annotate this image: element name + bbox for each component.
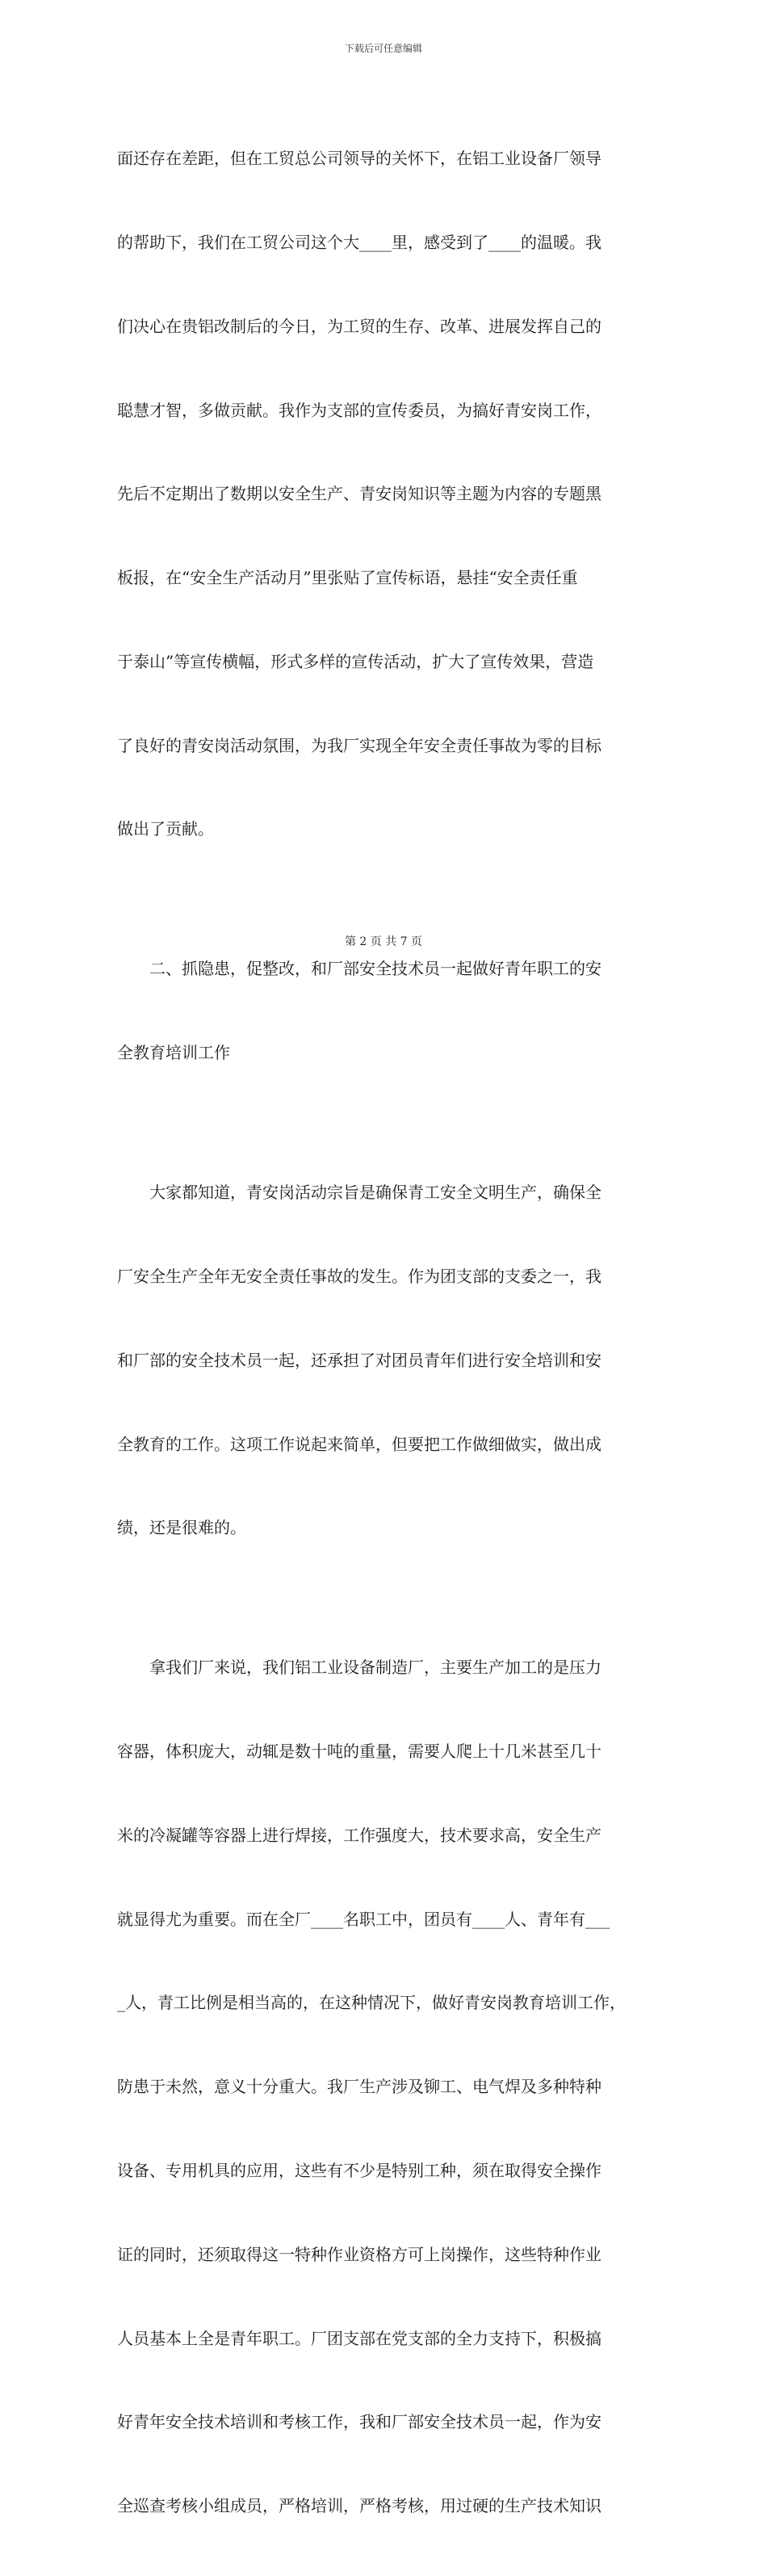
text-line: 面还存在差距，但在工贸总公司领导的关怀下，在铝工业设备厂领导 bbox=[117, 149, 601, 169]
text-line: 设备、专用机具的应用，这些有不少是特别工种，须在取得安全操作 bbox=[117, 2160, 601, 2180]
document-body bbox=[117, 89, 656, 2576]
text-line: 防患于未然，意义十分重大。我厂生产涉及铆工、电气焊及多种特种 bbox=[117, 2077, 601, 2097]
paragraph-4 bbox=[117, 1598, 656, 2576]
text-line: 全巡查考核小组成员，严格培训，严格考核，用过硬的生产技术知识 bbox=[117, 2496, 601, 2516]
text-line: 的帮助下，我们在工贸公司这个大____里，感受到了____的温暖。我 bbox=[117, 232, 601, 252]
paragraph-1 bbox=[117, 89, 656, 899]
text-line: _人，青工比例是相当高的，在这种情况下，做好青安岗教育培训工作， bbox=[117, 1993, 626, 2013]
text-line: 于泰山”等宣传横幅，形式多样的宣传活动，扩大了宣传效果，营造 bbox=[117, 651, 594, 671]
text-line: 们决心在贵铝改制后的今日，为工贸的生存、改革、进展发挥自己的 bbox=[117, 316, 601, 336]
text-line: 和厂部的安全技术员一起，还承担了对团员青年们进行安全培训和安 bbox=[117, 1350, 601, 1370]
text-line: 厂安全生产全年无安全责任事故的发生。作为团支部的支委之一，我 bbox=[117, 1266, 601, 1286]
page-number-footer: 第 2 页 共 7 页 bbox=[344, 935, 423, 948]
section-heading-2 bbox=[117, 899, 656, 1123]
text-line: 拿我们厂来说，我们铝工业设备制造厂，主要生产加工的是压力 bbox=[117, 1658, 601, 1678]
text-line: 全教育的工作。这项工作说起来简单，但要把工作做细做实，做出成 bbox=[117, 1434, 601, 1454]
text-line: 了良好的青安岗活动氛围，为我厂实现全年安全责任事故为零的目标 bbox=[117, 735, 601, 755]
text-line: 人员基本上全是青年职工。厂团支部在党支部的全力支持下，积极搞 bbox=[117, 2328, 601, 2348]
text-line: 二、抓隐患，促整改，和厂部安全技术员一起做好青年职工的安 bbox=[117, 959, 601, 979]
text-line: 容器，体积庞大，动辄是数十吨的重量，需要人爬上十几米甚至几十 bbox=[117, 1742, 601, 1762]
text-line: 证的同时，还须取得这一特种作业资格方可上岗操作，这些特种作业 bbox=[117, 2244, 601, 2264]
text-line: 好青年安全技术培训和考核工作，我和厂部安全技术员一起，作为安 bbox=[117, 2412, 601, 2432]
text-line: 聪慧才智，多做贡献。我作为支部的宣传委员，为搞好青安岗工作， bbox=[117, 400, 601, 420]
text-line: 绩，还是很难的。 bbox=[117, 1518, 246, 1538]
text-line: 先后不定期出了数期以安全生产、青安岗知识等主题为内容的专题黑 bbox=[117, 484, 601, 504]
text-line: 大家都知道，青安岗活动宗旨是确保青工安全文明生产，确保全 bbox=[117, 1183, 601, 1203]
paragraph-3 bbox=[117, 1123, 656, 1598]
text-line: 板报，在“安全生产活动月”里张贴了宣传标语，悬挂“安全责任重 bbox=[117, 568, 578, 588]
text-line: 米的冷凝罐等容器上进行焊接，工作强度大，技术要求高，安全生产 bbox=[117, 1825, 601, 1845]
page-header: 下载后可任意编辑 bbox=[344, 43, 422, 54]
text-line: 做出了贡献。 bbox=[117, 819, 214, 839]
text-line: 全教育培训工作 bbox=[117, 1043, 230, 1063]
text-line: 就显得尤为重要。而在全厂____名职工中，团员有____人、青年有___ bbox=[117, 1909, 610, 1929]
